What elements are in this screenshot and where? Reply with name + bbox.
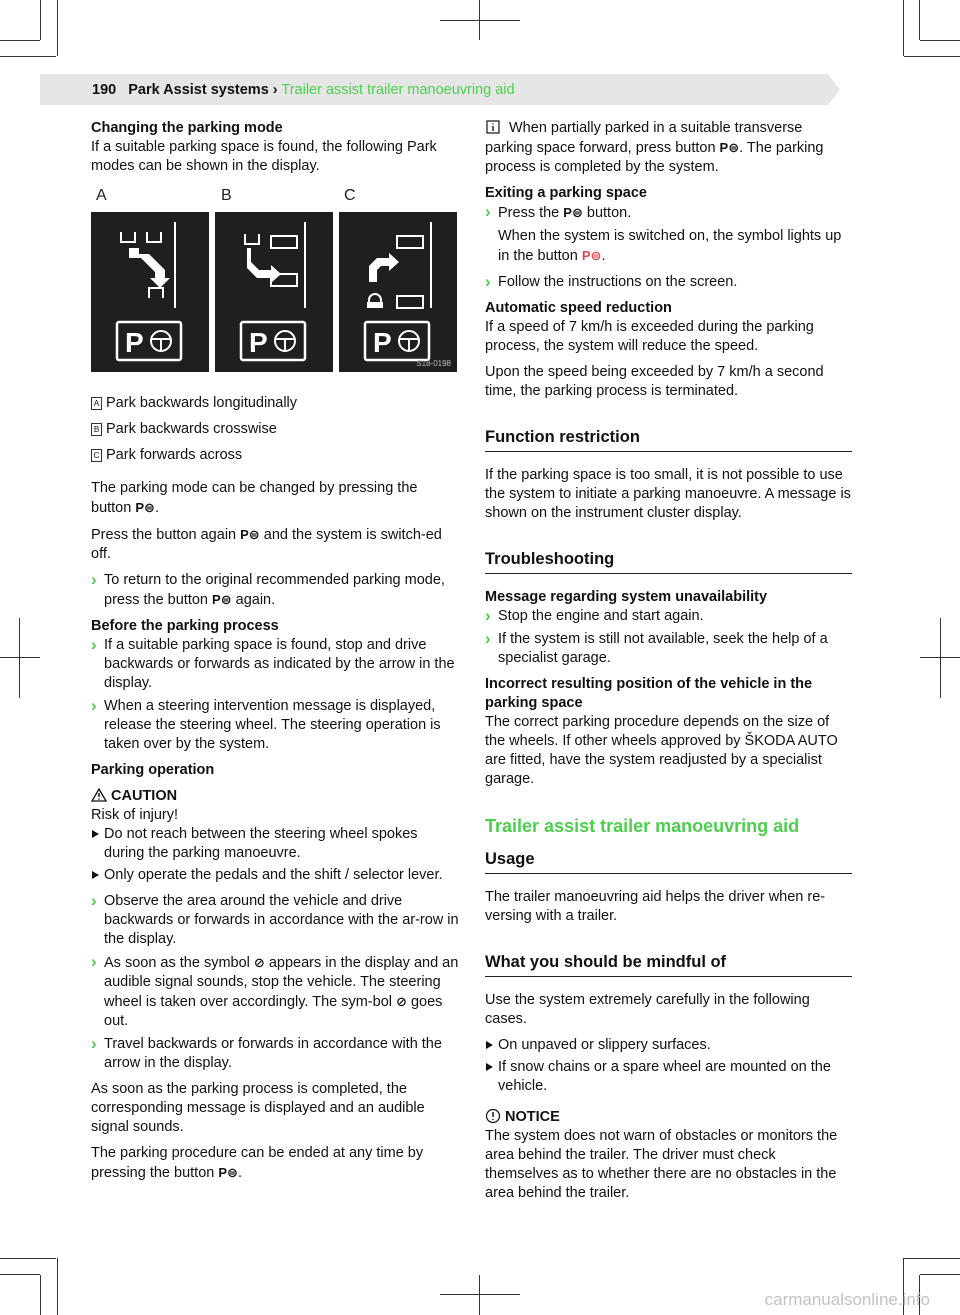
crop-mark [919, 0, 920, 40]
crop-mark [40, 0, 41, 40]
steering-wheel-icon: ⊘ [253, 955, 265, 970]
park-button-icon: P⊜ [135, 500, 155, 515]
heading-trailer-assist: Trailer assist trailer manoeuvring aid [485, 816, 800, 836]
list-item: › Travel backwards or forwards in accordance with the arrow in the display. [91, 1035, 461, 1073]
crop-mark [440, 1294, 520, 1295]
crop-mark [904, 56, 960, 57]
display-panel-b [215, 212, 333, 372]
crop-mark [0, 657, 40, 658]
caution-title: CAUTION [91, 787, 461, 806]
section-title-speed-reduction: Automatic speed reduction [485, 300, 672, 316]
crop-mark [0, 56, 56, 57]
paragraph-end-procedure: The parking procedure can be ended at any time by pressing the button P⊜. [91, 1145, 424, 1181]
warning-triangle-icon [91, 787, 107, 803]
section-title-exiting: Exiting a parking space [485, 185, 647, 201]
crop-mark [920, 1274, 960, 1275]
park-backwards-crosswise-icon [215, 212, 333, 372]
notice-box [485, 1108, 852, 1203]
paragraph-completed: As soon as the parking process is completed, the corresponding message is displayed and an audible signal sounds. [91, 1081, 425, 1135]
list-item: › Press the P⊜ button. [485, 203, 852, 223]
caution-box [91, 787, 461, 885]
legend-text: Park forwards across [106, 447, 243, 463]
display-panel-a [91, 212, 209, 372]
crop-mark [440, 20, 520, 21]
legend-item [91, 446, 461, 465]
usage-paragraph: The trailer manoeuvring aid helps the driver when re-versing with a trailer. [485, 889, 826, 924]
figure-label-c: C [344, 187, 356, 204]
park-button-icon: P⊜ [212, 592, 232, 607]
display-panel-c [339, 212, 457, 372]
page-header [92, 81, 515, 99]
caution-item: Only operate the pedals and the shift / selector lever. [91, 866, 461, 885]
speed-paragraph-2: Upon the speed being exceeded by 7 km/h a second time, the parking process is terminated. [485, 364, 824, 399]
exit-note: When the system is switched on, the symbol lights up in the button P⊜. [498, 228, 842, 264]
heading-usage: Usage [485, 849, 852, 874]
section-title-before-parking: Before the parking process [91, 618, 279, 634]
parking-button-glyph: P [249, 327, 268, 358]
crop-mark [19, 618, 20, 698]
list-item: › Follow the instructions on the screen. [485, 273, 852, 292]
legend-key: A [91, 397, 102, 410]
paragraph-switch-off: Press the button again P⊜ and the system is switch-ed off. [91, 527, 442, 562]
crop-mark [0, 1258, 56, 1259]
mindful-item: On unpaved or slippery surfaces. [485, 1036, 852, 1055]
legend-item [91, 394, 461, 413]
section-title-incorrect-position: Incorrect resulting position of the vehicle in the parking space [485, 676, 813, 711]
heading-troubleshooting: Troubleshooting [485, 549, 852, 574]
paragraph-change-mode: The parking mode can be changed by pressing the button P⊜. [91, 480, 418, 516]
park-forwards-across-icon [339, 212, 457, 372]
mindful-item: If snow chains or a spare wheel are mounted on the vehicle. [485, 1058, 852, 1096]
section-title-changing-mode: Changing the parking mode [91, 120, 283, 136]
heading-mindful: What you should be mindful of [485, 952, 852, 977]
list-item: › If a suitable parking space is found, stop and drive backwards or forwards as indicated by the arrow in the display. [91, 636, 461, 693]
list-item: › Stop the engine and start again. [485, 607, 852, 626]
crop-mark [57, 1258, 58, 1315]
list-item: › Observe the area around the vehicle and drive backwards or forwards in accordance with the ar-row in the display. [91, 892, 461, 949]
notice-circle-icon [485, 1108, 501, 1124]
incorrect-paragraph: The correct parking procedure depends on the size of the wheels. If other wheels approved by ŠKODA AUTO are fitted, have the system readjusted by a specialist garage. [485, 714, 838, 787]
crop-mark [903, 0, 904, 56]
crop-mark [904, 1258, 960, 1259]
speed-paragraph: If a speed of 7 km/h is exceeded during the parking process, the system will reduce the speed. [485, 319, 814, 354]
info-icon [485, 119, 501, 135]
legend-text: Park backwards crosswise [106, 421, 277, 437]
park-button-lit-icon: P⊜ [581, 248, 602, 263]
intro-paragraph: If a suitable parking space is found, the following Park modes can be shown in the display. [91, 139, 437, 174]
figure-label-a: A [96, 187, 107, 204]
crop-mark [57, 0, 58, 56]
crop-mark [920, 40, 960, 41]
section-breadcrumb: Park Assist systems › [128, 82, 278, 98]
list-item: › When a steering intervention message is displayed, release the steering wheel. The steering operation is taken over by the system. [91, 697, 461, 754]
list-item: › As soon as the symbol ⊘ appears in the display and an audible signal sounds, stop the vehicle. The steering wheel is taken over accordingly. The sym-bol ⊘ goes out. [91, 953, 461, 1031]
crop-mark [940, 618, 941, 698]
notice-text: The system does not warn of obstacles or monitors the area behind the trailer. The driver must check themselves as to whether there are no obstacles in the area behind the trailer. [485, 1128, 838, 1201]
park-backwards-longitudinal-icon [91, 212, 209, 372]
legend-item [91, 420, 461, 439]
park-button-icon: P⊜ [240, 527, 260, 542]
section-title-unavailability: Message regarding system unavailability [485, 589, 768, 605]
crop-mark [479, 1275, 480, 1315]
crop-mark [479, 0, 480, 40]
legend-key: B [91, 423, 102, 436]
list-item: › If the system is still not available, seek the help of a specialist garage. [485, 630, 852, 668]
section-title-parking-operation: Parking operation [91, 762, 215, 778]
crop-mark [0, 1274, 40, 1275]
function-paragraph: If the parking space is too small, it is not possible to use the system to initiate a parking manoeuvre. A message is shown on the instrument cluster display. [485, 467, 851, 521]
caution-item: Do not reach between the steering wheel spokes during the parking manoeuvre. [91, 825, 461, 863]
parking-button-glyph: P [373, 327, 392, 358]
mindful-paragraph: Use the system extremely carefully in the following cases. [485, 992, 810, 1027]
park-button-icon: P⊜ [218, 1165, 238, 1180]
right-column [485, 119, 852, 1203]
legend-key: C [91, 449, 102, 462]
caution-subtitle: Risk of injury! [91, 807, 179, 823]
park-button-icon: P⊜ [719, 140, 740, 155]
list-item: › To return to the original recommended parking mode, press the button P⊜ again. [91, 571, 461, 610]
page-number: 190 [92, 82, 117, 98]
crop-mark [40, 1275, 41, 1315]
crop-mark [0, 40, 40, 41]
heading-function-restriction: Function restriction [485, 427, 852, 452]
park-mode-figure [91, 188, 457, 378]
figure-label-b: B [221, 187, 232, 204]
park-button-icon: P⊜ [563, 205, 583, 220]
watermark: carmanualsonline.info [764, 1290, 930, 1309]
steering-wheel-icon: ⊘ [396, 994, 407, 1009]
parking-button-glyph: P [125, 327, 144, 358]
figure-code: S18-0198 [416, 359, 451, 368]
subsection-breadcrumb: Trailer assist trailer manoeuvring aid [281, 82, 515, 98]
info-paragraph: When partially parked in a suitable transverse parking space forward, press button P⊜. The parking process is completed by the system. [485, 120, 824, 175]
legend-text: Park backwards longitudinally [106, 395, 298, 411]
left-column [91, 119, 461, 1190]
notice-title: NOTICE [485, 1108, 852, 1127]
